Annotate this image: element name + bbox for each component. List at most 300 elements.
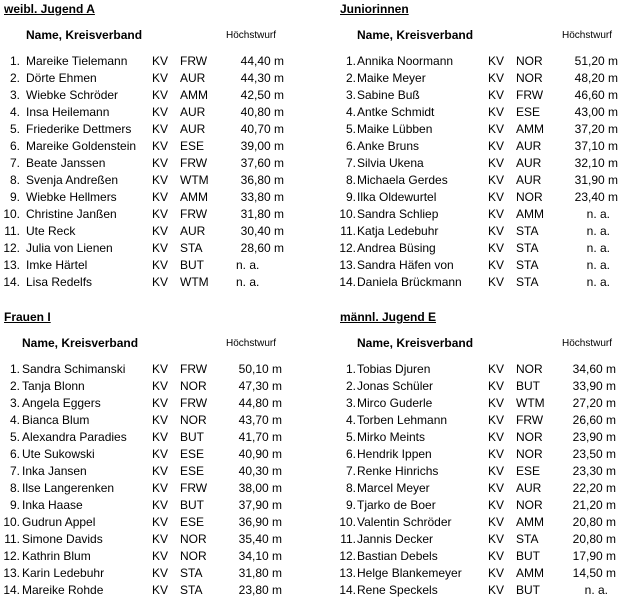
best-throw: 48,20 m [574,71,618,85]
club-code: NOR [180,549,207,563]
club-code: BUT [516,379,540,393]
best-throw: 43,70 m [238,413,282,427]
club-code: FRW [516,413,544,427]
club-code: WTM [516,396,545,410]
athlete-name: Katja Ledebuhr [357,224,439,238]
kv-label: KV [488,173,505,187]
kv-label: KV [152,88,169,102]
rank-number: 7. [9,156,20,170]
club-code: FRW [180,207,208,221]
athlete-name: Michaela Gerdes [357,173,448,187]
best-throw: n. a. [586,207,610,221]
header-name-kreisverband: Name, Kreisverband [26,28,143,42]
rank-number: 3. [345,396,356,410]
athlete-name: Alexandra Paradies [22,430,127,444]
table-row [4,122,309,139]
table-row [340,498,620,515]
best-throw: 46,60 m [574,88,618,102]
kv-label: KV [488,88,505,102]
rank-number: 13. [3,258,20,272]
table-row [4,258,309,275]
kv-label: KV [152,207,169,221]
table-row [4,362,309,379]
athlete-name: Friederike Dettmers [26,122,132,136]
best-throw: 39,00 m [240,139,284,153]
best-throw: 28,60 m [240,241,284,255]
club-code: NOR [516,362,543,376]
rank-number: 12. [3,549,20,563]
kv-label: KV [488,241,505,255]
best-throw: 21,20 m [572,498,616,512]
table-row [340,156,620,173]
best-throw: 31,80 m [238,566,282,580]
club-code: STA [516,241,539,255]
athlete-name: Ute Reck [26,224,76,238]
club-code: AMM [516,515,544,529]
rank-number: 11. [340,224,356,238]
rank-number: 2. [9,379,20,393]
kv-label: KV [152,173,169,187]
club-code: AUR [516,156,542,170]
athlete-name: Julia von Lienen [26,241,113,255]
athlete-name: Wiebke Schröder [26,88,119,102]
kv-label: KV [152,498,169,512]
kv-label: KV [488,379,505,393]
athlete-name: Ilka Oldewurtel [357,190,437,204]
athlete-name: Antke Schmidt [357,105,435,119]
rank-number: 11. [4,532,20,546]
rank-number: 3. [9,88,20,102]
rank-number: 4. [9,105,20,119]
best-throw: 17,90 m [572,549,616,563]
athlete-name: Christine Janßen [26,207,117,221]
athlete-name: Helge Blankemeyer [357,566,462,580]
athlete-name: Sandra Schliep [357,207,439,221]
best-throw: 34,60 m [572,362,616,376]
club-code: NOR [516,447,543,461]
athlete-name: Bianca Blum [22,413,90,427]
best-throw: 36,90 m [238,515,282,529]
best-throw: 23,80 m [238,583,282,597]
best-throw: n. a. [586,275,610,289]
best-throw: 51,20 m [574,54,618,68]
header-hoechstwurf: Höchstwurf [226,30,277,41]
kv-label: KV [488,413,505,427]
table-row [4,54,309,71]
kv-label: KV [152,71,169,85]
club-code: ESE [516,105,541,119]
club-code: AUR [516,481,542,495]
rank-number: 6. [345,447,356,461]
kv-label: KV [152,464,169,478]
athlete-name: Annika Noormann [357,54,454,68]
table-row [4,275,309,292]
best-throw: 31,80 m [240,207,284,221]
best-throw: 33,80 m [240,190,284,204]
kv-label: KV [488,481,505,495]
rank-number: 14. [339,583,356,597]
kv-label: KV [488,190,505,204]
section-title: weibl. Jugend A [4,2,95,16]
rank-number: 6. [9,447,20,461]
club-code: NOR [516,54,543,68]
rank-number: 5. [345,122,356,136]
kv-label: KV [488,258,505,272]
rank-number: 1. [9,362,20,376]
table-row [340,88,620,105]
kv-label: KV [152,532,169,546]
rank-number: 6. [9,139,20,153]
club-code: BUT [516,549,540,563]
athlete-name: Beate Janssen [26,156,106,170]
table-row [4,566,309,583]
table-row [4,532,309,549]
athlete-name: Ilse Langerenken [22,481,115,495]
best-throw: 34,10 m [238,549,282,563]
best-throw: n. a. [586,241,610,255]
athlete-name: Andrea Büsing [357,241,436,255]
athlete-name: Mirko Meints [357,430,426,444]
best-throw: 23,30 m [572,464,616,478]
table-row [4,481,309,498]
kv-label: KV [152,156,169,170]
best-throw: n. a. [236,275,260,289]
club-code: AUR [180,105,206,119]
best-throw: 43,00 m [574,105,618,119]
table-row [340,481,620,498]
table-row [340,379,620,396]
athlete-name: Silvia Ukena [357,156,424,170]
table-row [4,413,309,430]
rank-number: 4. [9,413,20,427]
table-row [4,173,309,190]
club-code: STA [516,532,539,546]
kv-label: KV [152,105,169,119]
kv-label: KV [488,71,505,85]
athlete-name: Maike Lübben [357,122,433,136]
athlete-name: Svenja Andreßen [26,173,119,187]
table-row [340,583,620,600]
athlete-name: Inka Jansen [22,464,87,478]
table-row [340,275,620,292]
best-throw: n. a. [584,583,608,597]
best-throw: 37,10 m [574,139,618,153]
athlete-name: Tanja Blonn [22,379,85,393]
athlete-name: Insa Heilemann [26,105,110,119]
kv-label: KV [152,224,169,238]
best-throw: 44,30 m [240,71,284,85]
club-code: NOR [180,532,207,546]
rank-number: 10. [339,515,356,529]
table-row [340,549,620,566]
athlete-name: Mareike Tielemann [26,54,128,68]
athlete-name: Kathrin Blum [22,549,91,563]
rank-number: 10. [3,207,20,221]
rank-number: 6. [345,139,356,153]
club-code: BUT [516,583,540,597]
kv-label: KV [488,396,505,410]
kv-label: KV [152,583,169,597]
rank-number: 5. [345,430,356,444]
table-row [340,224,620,241]
club-code: AMM [180,88,208,102]
rank-number: 13. [339,258,356,272]
club-code: ESE [180,464,205,478]
kv-label: KV [488,498,505,512]
best-throw: 14,50 m [572,566,616,580]
best-throw: 50,10 m [238,362,282,376]
rank-number: 13. [339,566,356,580]
results-list [4,362,309,600]
table-row [340,447,620,464]
rank-number: 4. [345,105,356,119]
header-name-kreisverband: Name, Kreisverband [22,336,139,350]
table-row [340,532,620,549]
rank-number: 12. [339,241,356,255]
athlete-name: Karin Ledebuhr [22,566,105,580]
club-code: NOR [516,190,543,204]
kv-label: KV [152,362,169,376]
club-code: AUR [180,224,206,238]
club-code: STA [180,583,203,597]
best-throw: 42,50 m [240,88,284,102]
best-throw: 40,80 m [240,105,284,119]
athlete-name: Sandra Häfen von [357,258,454,272]
club-code: STA [180,566,203,580]
athlete-name: Sandra Schimanski [22,362,126,376]
club-code: NOR [516,498,543,512]
athlete-name: Mareike Rohde [22,583,104,597]
athlete-name: Daniela Brückmann [357,275,462,289]
club-code: AMM [180,190,208,204]
club-code: ESE [180,515,205,529]
kv-label: KV [488,275,505,289]
club-code: FRW [180,481,208,495]
best-throw: 22,20 m [572,481,616,495]
table-row [4,156,309,173]
club-code: ESE [516,464,541,478]
header-name-kreisverband: Name, Kreisverband [357,28,474,42]
rank-number: 8. [345,173,356,187]
rank-number: 10. [339,207,356,221]
kv-label: KV [488,105,505,119]
club-code: STA [516,275,539,289]
table-row [4,207,309,224]
club-code: AMM [516,122,544,136]
best-throw: 40,30 m [238,464,282,478]
best-throw: 20,80 m [572,515,616,529]
kv-label: KV [488,532,505,546]
kv-label: KV [152,413,169,427]
club-code: FRW [180,396,208,410]
club-code: STA [180,241,203,255]
kv-label: KV [152,549,169,563]
athlete-name: Dörte Ehmen [26,71,97,85]
rank-number: 5. [9,122,20,136]
table-row [4,139,309,156]
best-throw: 41,70 m [238,430,282,444]
club-code: AMM [516,566,544,580]
table-row [340,190,620,207]
rank-number: 2. [345,71,356,85]
kv-label: KV [488,583,505,597]
best-throw: 40,90 m [238,447,282,461]
athlete-name: Tobias Djuren [357,362,431,376]
athlete-name: Valentin Schröder [357,515,452,529]
rank-number: 11. [340,532,356,546]
club-code: AUR [516,173,542,187]
athlete-name: Renke Hinrichs [357,464,439,478]
best-throw: 37,20 m [574,122,618,136]
kv-label: KV [488,362,505,376]
table-row [340,241,620,258]
section-title: Frauen I [4,310,51,324]
best-throw: 23,40 m [574,190,618,204]
kv-label: KV [152,481,169,495]
rank-number: 13. [3,566,20,580]
best-throw: 40,70 m [240,122,284,136]
table-row [340,258,620,275]
club-code: FRW [180,156,208,170]
kv-label: KV [152,447,169,461]
rank-number: 14. [339,275,356,289]
results-list [340,362,620,600]
table-row [340,413,620,430]
best-throw: 27,20 m [572,396,616,410]
kv-label: KV [152,139,169,153]
rank-number: 9. [345,190,356,204]
club-code: NOR [516,71,543,85]
table-row [4,583,309,600]
rank-number: 12. [339,549,356,563]
table-row [340,105,620,122]
athlete-name: Anke Bruns [357,139,420,153]
table-row [340,173,620,190]
kv-label: KV [152,190,169,204]
kv-label: KV [488,566,505,580]
kv-label: KV [152,379,169,393]
rank-number: 11. [4,224,20,238]
header-name-kreisverband: Name, Kreisverband [357,336,474,350]
best-throw: n. a. [586,258,610,272]
table-row [4,549,309,566]
club-code: BUT [180,498,204,512]
club-code: AMM [516,207,544,221]
best-throw: 37,90 m [238,498,282,512]
rank-number: 8. [345,481,356,495]
athlete-name: Tjarko de Boer [357,498,436,512]
rank-number: 10. [3,515,20,529]
club-code: BUT [180,430,204,444]
table-row [340,54,620,71]
club-code: STA [516,224,539,238]
rank-number: 2. [345,379,356,393]
rank-number: 7. [345,156,356,170]
kv-label: KV [488,447,505,461]
kv-label: KV [488,224,505,238]
club-code: NOR [180,413,207,427]
rank-number: 4. [345,413,356,427]
best-throw: 35,40 m [238,532,282,546]
rank-number: 8. [9,173,20,187]
club-code: NOR [516,430,543,444]
athlete-name: Maike Meyer [357,71,426,85]
rank-number: 14. [3,583,20,597]
club-code: FRW [180,362,208,376]
athlete-name: Ute Sukowski [22,447,95,461]
table-row [4,190,309,207]
table-row [340,362,620,379]
kv-label: KV [488,207,505,221]
best-throw: 44,40 m [240,54,284,68]
kv-label: KV [488,139,505,153]
best-throw: 38,00 m [238,481,282,495]
kv-label: KV [488,430,505,444]
results-list [340,54,620,292]
best-throw: 33,90 m [572,379,616,393]
club-code: WTM [180,275,209,289]
table-row [340,430,620,447]
table-row [340,71,620,88]
rank-number: 9. [345,498,356,512]
table-row [4,447,309,464]
club-code: ESE [180,447,205,461]
best-throw: 26,60 m [572,413,616,427]
table-row [4,464,309,481]
kv-label: KV [152,515,169,529]
table-row [4,379,309,396]
kv-label: KV [152,54,169,68]
athlete-name: Bastian Debels [357,549,438,563]
kv-label: KV [152,396,169,410]
best-throw: 32,10 m [574,156,618,170]
athlete-name: Marcel Meyer [357,481,430,495]
table-row [4,430,309,447]
header-hoechstwurf: Höchstwurf [562,30,613,41]
club-code: BUT [180,258,204,272]
table-row [340,139,620,156]
best-throw: 44,80 m [238,396,282,410]
kv-label: KV [152,258,169,272]
table-row [340,566,620,583]
athlete-name: Gudrun Appel [22,515,96,529]
rank-number: 9. [9,498,20,512]
rank-number: 12. [3,241,20,255]
kv-label: KV [488,464,505,478]
kv-label: KV [488,122,505,136]
club-code: FRW [180,54,208,68]
rank-number: 7. [9,464,20,478]
header-hoechstwurf: Höchstwurf [562,338,613,349]
table-row [4,71,309,88]
rank-number: 5. [9,430,20,444]
athlete-name: Jannis Decker [357,532,434,546]
kv-label: KV [488,549,505,563]
best-throw: n. a. [586,224,610,238]
rank-number: 9. [9,190,20,204]
table-row [4,498,309,515]
kv-label: KV [152,122,169,136]
kv-label: KV [152,566,169,580]
rank-number: 3. [9,396,20,410]
club-code: STA [516,258,539,272]
best-throw: 23,50 m [572,447,616,461]
athlete-name: Inka Haase [22,498,83,512]
kv-label: KV [488,515,505,529]
table-row [340,515,620,532]
athlete-name: Wiebke Hellmers [26,190,117,204]
best-throw: 20,80 m [572,532,616,546]
